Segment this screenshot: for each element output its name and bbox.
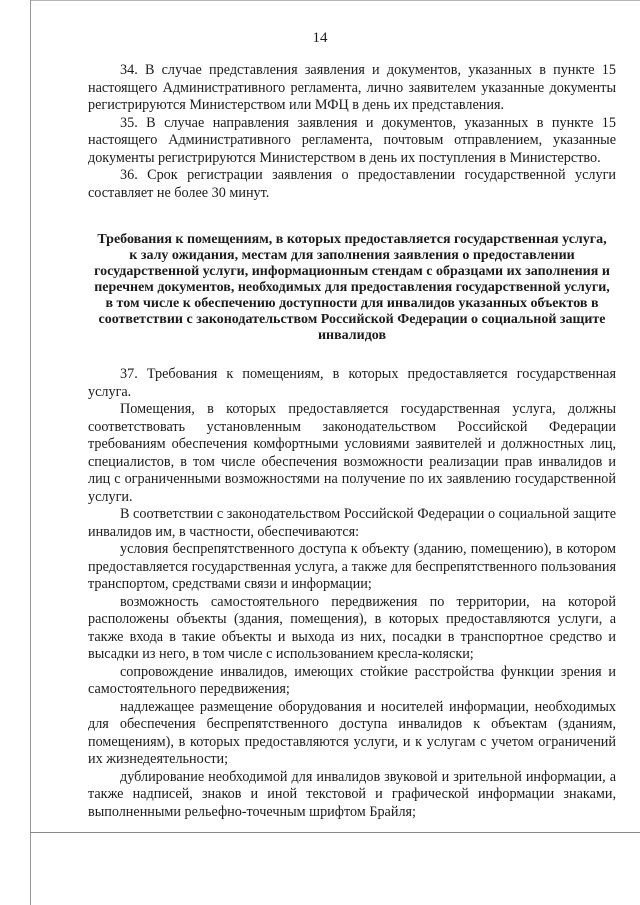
paragraph-37: 37. Требования к помещениям, в которых предоставляется государственная услуга. (88, 366, 616, 400)
paragraph-35: 35. В случае направления заявления и документов, указанных в пункте 15 настоящего Административного регламента, почтовым отправлением, указанные документы регистрируются Министерством в день их поступления в Министерство. (88, 114, 616, 166)
list-item-braille-duplication: дублирование необходимой для инвалидов звуковой и зрительной информации, а также надписей, знаков и иной текстовой и графической информации знаками, выполненными рельефно-точечным шрифтом Брайля; (88, 768, 616, 820)
paragraph-34: 34. В случае представления заявления и документов, указанных в пункте 15 настоящего Административного регламента, лично заявителем указанные документы регистрируются Министерством или МФЦ в день их представления. (88, 62, 616, 113)
scan-edge-bottom (30, 832, 640, 833)
document-body (88, 62, 616, 821)
paragraph-premises-requirements: Помещения, в которых предоставляется государственная услуга, должны соответствовать установленным законодательством Российской Федерации требованиям обеспечения комфортными условиями заявителей и должностных лиц, специалистов, в том числе обеспечения возможности реализации прав инвалидов и лиц с ограниченными возможностями на получение по их заявлению государственной услуги. (88, 401, 616, 505)
paragraph-disabled-provisions: В соответствии с законодательством Российской Федерации о социальной защите инвалидов им, в частности, обеспечиваются: (88, 506, 616, 540)
list-item-access-conditions: условия беспрепятственного доступа к объекту (зданию, помещению), в котором предоставляется государственная услуга, а также для беспрепятственного пользования транспортом, средствами связи и информации; (88, 541, 616, 592)
scan-edge-top (30, 0, 640, 1)
list-item-escort: сопровождение инвалидов, имеющих стойкие расстройства функции зрения и самостоятельного передвижения; (88, 663, 616, 697)
list-item-independent-movement: возможность самостоятельного передвижения по территории, на которой расположены объекты (здания, помещения), в которых предоставляются услуги, а также входа в такие объекты и выхода из них, посадки в транспортное средство и высадки из него, в том числе с использованием кресла-коляски; (88, 593, 616, 662)
paragraph-36: 36. Срок регистрации заявления о предоставлении государственной услуги составляет не более 30 минут. (88, 167, 616, 201)
scan-edge-left (30, 0, 31, 905)
page-number: 14 (312, 30, 328, 46)
section-heading: Требования к помещениям, в которых предоставляется государственная услуга, к залу ожидания, местам для заполнения заявления о предоставлении государственной услуги, информационным стендам с образцами их заполнения и перечнем документов, необходимых для предоставления государственной услуги, в том числе к обеспечению доступности для инвалидов указанных объектов в соответствии с законодательством Российской Федерации о социальной защите инвалидов (94, 232, 610, 343)
list-item-equipment-placement: надлежащее размещение оборудования и носителей информации, необходимых для обеспечения беспрепятственного доступа инвалидов к объектам (зданиям, помещениям), в которых предоставляются услуги, и к услугам с учетом ограничений их жизнедеятельности; (88, 698, 616, 767)
